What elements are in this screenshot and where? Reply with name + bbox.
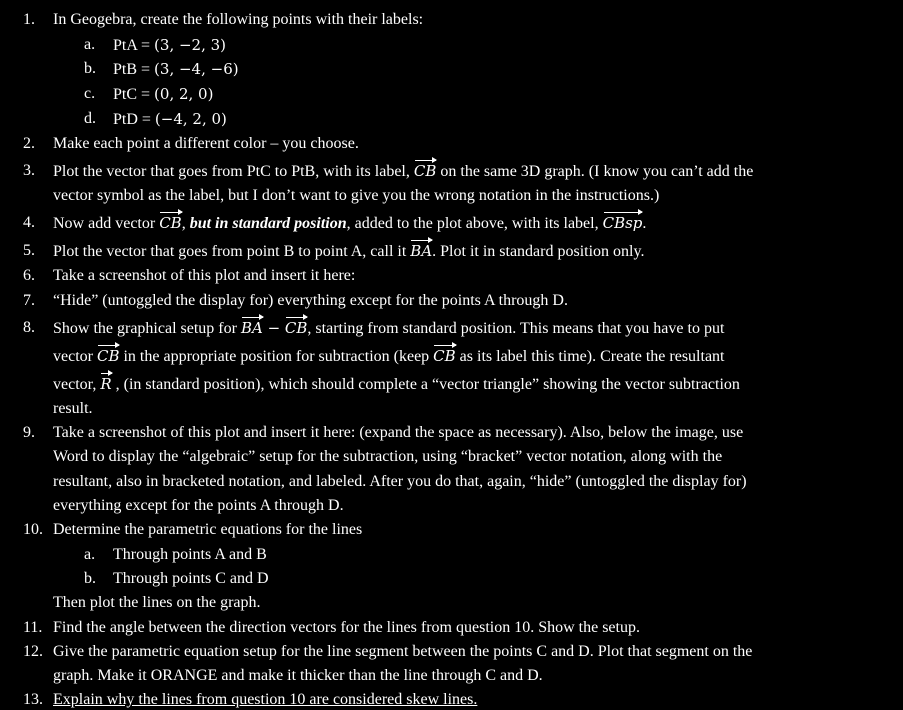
item-4-text-c: , added to the plot above, with its label, — [346, 215, 603, 232]
item-4-text-a: Now add vector — [53, 215, 160, 232]
vector-cb: CB — [96, 347, 120, 365]
point-b — [113, 59, 239, 80]
item-1-text: In Geogebra, create the following points with their labels: — [53, 11, 424, 28]
item-number-13: 13. — [23, 691, 43, 708]
point-b-letter: b. — [84, 60, 96, 77]
vector-r: R — [100, 375, 112, 393]
point-c — [113, 84, 213, 105]
point-a — [113, 35, 226, 56]
item-number-6: 6. — [23, 267, 35, 284]
item-5-text — [53, 241, 644, 262]
line-a-text: Through points A and B — [113, 546, 267, 563]
vector-ba: BA — [410, 242, 433, 260]
item-7-text: “Hide” (untoggled the display for) everything except for the points A through D. — [53, 292, 568, 309]
item-9-line-3: resultant, also in bracketed notation, and labeled. After you do that, again, “hide” (untoggled the display for) — [53, 473, 747, 490]
item-5-text-a: Plot the vector that goes from point B to point A, call it — [53, 243, 411, 260]
item-8-line-4: result. — [53, 400, 93, 417]
item-number-8: 8. — [23, 319, 35, 336]
line-b-text: Through points C and D — [113, 570, 269, 587]
item-8-line-2 — [53, 346, 724, 367]
item-3-line-1 — [53, 161, 753, 182]
item-number-10: 10. — [23, 521, 43, 538]
item-8-line-3-a: vector, — [53, 376, 101, 393]
vector-cbsp: CBsp — [602, 214, 643, 232]
item-12-line-2: graph. Make it ORANGE and make it thicker than the line through C and D. — [53, 667, 543, 684]
item-9-line-1: Take a screenshot of this plot and insert it here: (expand the space as necessary). Also, below the image, use — [53, 424, 744, 441]
item-number-7: 7. — [23, 292, 35, 309]
item-8-line-3-b: , (in standard position), which should complete a “vector triangle” showing the vector subtraction — [111, 376, 740, 393]
item-8-line-3 — [53, 374, 740, 395]
vector-cb: CB — [284, 319, 308, 337]
item-4-text-d: . — [642, 215, 647, 232]
item-8-line-2-c: as its label this time). Create the resultant — [455, 348, 725, 365]
minus-sign: − — [262, 319, 285, 337]
item-number-2: 2. — [23, 135, 35, 152]
item-4-emphasis: but in standard position — [189, 215, 347, 232]
point-b-label: PtB = — [113, 61, 155, 78]
vector-cb: CB — [159, 214, 182, 232]
item-4-text-b: , — [181, 215, 190, 232]
item-number-9: 9. — [23, 424, 35, 441]
item-3-text-b: on the same 3D graph. (I know you can’t add the — [436, 163, 754, 180]
item-13-text: Explain why the lines from question 10 are considered skew lines. — [53, 691, 478, 708]
line-a-letter: a. — [84, 546, 96, 563]
item-8-line-2-a: vector — [53, 348, 97, 365]
item-8-text-c: , starting from standard position. This means that you have to put — [307, 320, 725, 337]
item-8-line-1 — [53, 318, 724, 339]
point-d-letter: d. — [84, 110, 96, 127]
item-number-3: 3. — [23, 162, 35, 179]
item-number-5: 5. — [23, 242, 35, 259]
item-8-line-2-b: in the appropriate position for subtraction (keep — [119, 348, 434, 365]
item-2-text: Make each point a different color – you choose. — [53, 135, 359, 152]
point-d-label: PtD = — [113, 111, 155, 128]
item-number-1: 1. — [23, 11, 35, 28]
item-3-text-a: Plot the vector that goes from PtC to PtB, with its label, — [53, 163, 414, 180]
point-a-coords: (3, −2, 3) — [154, 36, 227, 54]
vector-cb: CB — [413, 162, 437, 180]
item-3-line-2: vector symbol as the label, but I don’t want to give you the wrong notation in the instructions.) — [53, 187, 660, 204]
point-c-coords: (0, 2, 0) — [154, 85, 214, 103]
item-10-after: Then plot the lines on the graph. — [53, 594, 261, 611]
point-c-letter: c. — [84, 85, 96, 102]
item-9-line-4: everything except for the points A through D. — [53, 497, 344, 514]
point-c-label: PtC = — [113, 86, 155, 103]
point-d — [113, 109, 227, 130]
vector-ba: BA — [240, 319, 263, 337]
item-6-text: Take a screenshot of this plot and insert it here: — [53, 267, 356, 284]
vector-cb: CB — [433, 347, 456, 365]
line-b-letter: b. — [84, 570, 96, 587]
item-4-text — [53, 213, 646, 234]
point-b-coords: (3, −4, −6) — [154, 60, 239, 78]
point-a-label: PtA = — [113, 37, 155, 54]
point-d-coords: (−4, 2, 0) — [154, 110, 227, 128]
item-11-text: Find the angle between the direction vectors for the lines from question 10. Show the setup. — [53, 619, 640, 636]
item-9-line-2: Word to display the “algebraic” setup for the subtraction, using “bracket” vector notation, along with the — [53, 448, 723, 465]
item-12-line-1: Give the parametric equation setup for the line segment between the points C and D. Plot that segment on the — [53, 643, 753, 660]
item-number-11: 11. — [23, 619, 43, 636]
item-8-text-a: Show the graphical setup for — [53, 320, 241, 337]
point-a-letter: a. — [84, 36, 96, 53]
item-5-text-b: . Plot it in standard position only. — [432, 243, 645, 260]
item-10-text: Determine the parametric equations for the lines — [53, 521, 363, 538]
item-number-4: 4. — [23, 214, 35, 231]
item-number-12: 12. — [23, 643, 43, 660]
